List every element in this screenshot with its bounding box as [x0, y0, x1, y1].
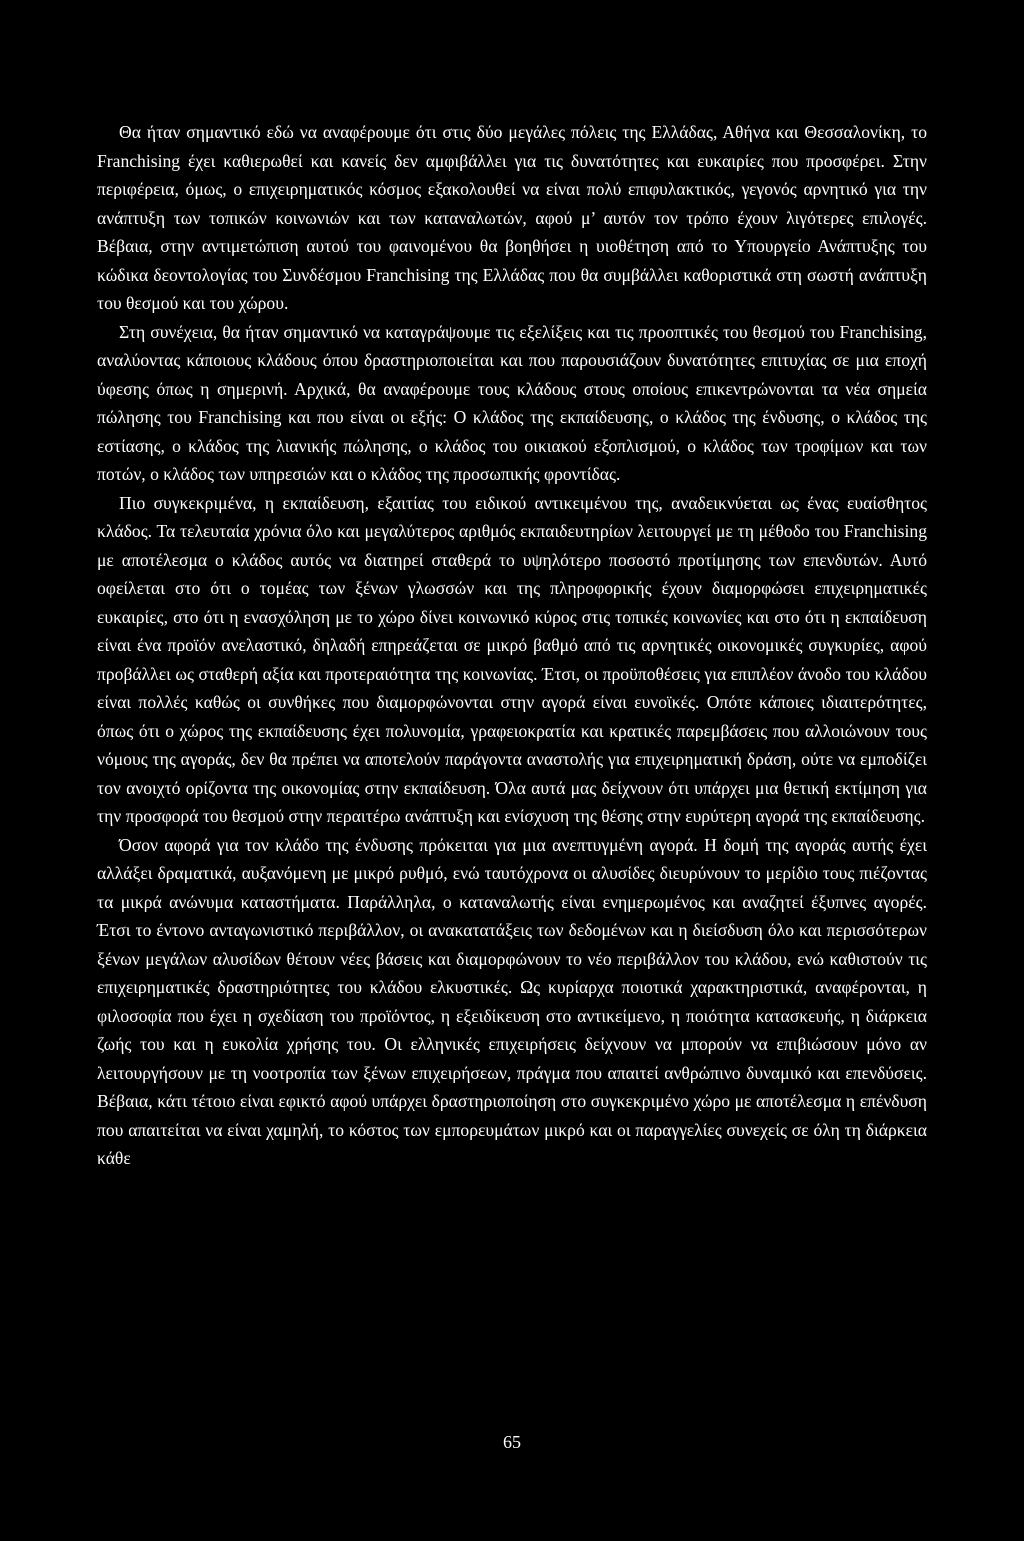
paragraph-education-sector: Πιο συγκεκριμένα, η εκπαίδευση, εξαιτίας του ειδικού αντικειμένου της, αναδεικνύεται ως ένας ευαίσθητος κλάδος. Τα τελευταία χρόνια όλο και μεγαλύτερος αριθμός εκπαιδευτηρίων λειτουργεί με τη μέθοδο του Franchising με αποτέλεσμα ο κλάδος αυτός να διατηρεί σταθερά το υψηλότερο ποσοστό προτίμησης των επενδυτών. Αυτό οφείλεται στο ότι ο τομέας των ξένων γλωσσών και της πληροφορικής έχουν διαμορφώσει επιχειρηματικές ευκαιρίες, στο ότι η ενασχόληση με το χώρο δίνει κοινωνικό κύρος στις τοπικές κοινωνίες και στο ότι η εκπαίδευση είναι ένα προϊόν ανελαστικό, δηλαδή επηρεάζεται σε μικρό βαθμό από τις αρνητικές οικονομικές συγκυρίες, αφού προβάλλει ως σταθερή αξία και προτεραιότητα της κοινωνίας. Έτσι, οι προϋποθέσεις για επιπλέον άνοδο του κλάδου είναι πολλές καθώς οι συνθήκες που διαμορφώνονται στην αγορά είναι ευνοϊκές. Οπότε κάποιες ιδιαιτερότητες, όπως ότι ο χώρος της εκπαίδευσης έχει πολυνομία, γραφειοκρατία και κρατικές παρεμβάσεις που αλλοιώνουν τους νόμους της αγοράς, δεν θα πρέπει να αποτελούν παράγοντα αναστολής για επιχειρηματική δράση, ούτε να εμποδίζει τον ανοιχτό ορίζοντα της οικονομίας στην εκπαίδευση. Όλα αυτά μας δείχνουν ότι υπάρχει μια θετική εκτίμηση για την προσφορά του θεσμού στην περαιτέρω ανάπτυξη και ενίσχυση της θέσης στην ευρύτερη αγορά της εκπαίδευσης.: [97, 492, 927, 826]
paragraph-clothing-sector: Όσον αφορά για τον κλάδο της ένδυσης πρόκειται για μια ανεπτυγμένη αγορά. Η δομή της αγοράς αυτής έχει αλλάξει δραματικά, αυξανόμενη με μικρό ρυθμό, ενώ ταυτόχρονα οι αλυσίδες διευρύνουν το μερίδιο τους πιέζοντας τα μικρά ανώνυμα καταστήματα. Παράλληλα, ο καταναλωτής είναι ενημερωμένος και αναζητεί έξυπνες αγορές. Έτσι το έντονο ανταγωνιστικό περιβάλλον, οι ανακατατάξεις των δεδομένων και η διείσδυση όλο και περισσότερων ξένων μεγάλων αλυσίδων θέτουν νέες βάσεις και διαμορφώνουν το νέο περιβάλλον του κλάδου, ενώ καθιστούν τις επιχειρηματικές δραστηριότητες του κλάδου ελκυστικές. Ως κυρίαρχα ποιοτικά χαρακτηριστικά, αναφέρονται, η φιλοσοφία που έχει η σχεδίαση του προϊόντος, η εξειδίκευση στο αντικείμενο, η ποιότητα κατασκευής, η διάρκεια ζωής του και η ευκολία χρήσης του. Οι ελληνικές επιχειρήσεις δείχνουν να μπορούν να επιβιώσουν μόνο αν λειτουργήσουν με τη νοοτροπία των ξένων επιχειρήσεων, πράγμα που απαιτεί ανθρώπινο δυναμικό και επενδύσεις. Βέβαια, κάτι τέτοιο είναι εφικτό αφού υπάρχει δραστηριοποίηση στο συγκεκριμένο χώρο με αποτέλεσμα η επένδυση που απαιτείται να είναι χαμηλή, το κόστος των εμπορευμάτων μικρό και οι παραγγελίες συνεχείς σε όλη τη διάρκεια κάθε: [97, 834, 927, 1168]
paragraph-sectors-overview: Στη συνέχεια, θα ήταν σημαντικό να καταγράψουμε τις εξελίξεις και τις προοπτικές του θεσμού του Franchising, αναλύοντας κάποιους κλάδους όπου δραστηριοποιείται και που παρουσιάζουν δυνατότητες επιτυχίας σε μια εποχή ύφεσης όπως η σημερινή. Αρχικά, θα αναφέρουμε τους κλάδους στους οποίους επικεντρώνονται τα νέα σημεία πώλησης του Franchising και που είναι οι εξής: Ο κλάδος της εκπαίδευσης, ο κλάδος της ένδυσης, ο κλάδος της εστίασης, ο κλάδος της λιανικής πώλησης, ο κλάδος του οικιακού εξοπλισμού, ο κλάδος των τροφίμων και των ποτών, ο κλάδος των υπηρεσιών και ο κλάδος της προσωπικής φροντίδας.: [97, 321, 927, 484]
paragraph-franchising-greece: Θα ήταν σημαντικό εδώ να αναφέρουμε ότι στις δύο μεγάλες πόλεις της Ελλάδας, Αθήνα και Θεσσαλονίκη, το Franchising έχει καθιερωθεί και κανείς δεν αμφιβάλλει για τις δυνατότητες και ευκαιρίες που προσφέρει. Στην περιφέρεια, όμως, ο επιχειρηματικός κόσμος εξακολουθεί να είναι πολύ επιφυλακτικός, γεγονός αρνητικό για την ανάπτυξη των τοπικών κοινωνιών και των καταναλωτών, αφού μ’ αυτόν τον τρόπο έχουν λιγότερες επιλογές. Βέβαια, στην αντιμετώπιση αυτού του φαινομένου θα βοηθήσει η υιοθέτηση από το Υπουργείο Ανάπτυξης του κώδικα δεοντολογίας του Συνδέσμου Franchising της Ελλάδας που θα συμβάλλει καθοριστικά στη σωστή ανάπτυξη του θεσμού και του χώρου.: [97, 122, 927, 313]
page-number: 65: [503, 1432, 521, 1452]
document-page: [97, 118, 927, 1418]
